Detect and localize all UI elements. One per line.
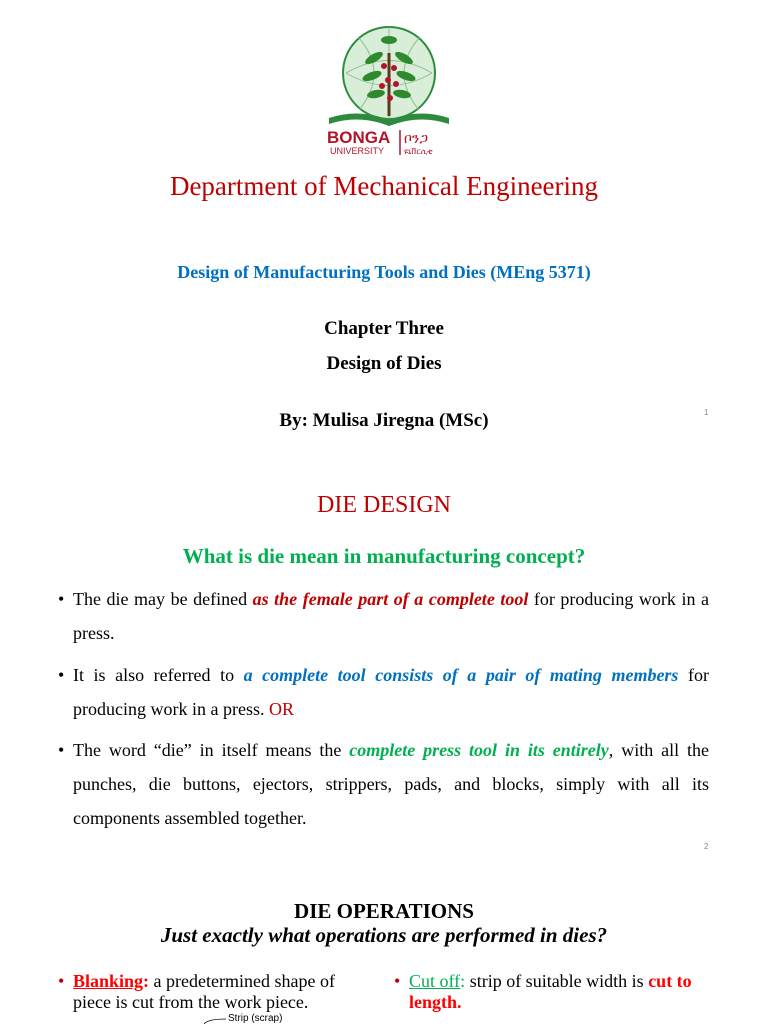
bullet-text: for producing work in a press. <box>73 665 709 719</box>
bullet-emphasis: a complete tool consists of a pair of mating members <box>243 665 679 685</box>
svg-text:ቦንጋ: ቦንጋ <box>404 131 428 147</box>
die-operations-title: DIE OPERATIONS <box>294 899 474 923</box>
bullet-item-1 <box>58 582 709 650</box>
bullet-text: The die may be defined <box>73 589 253 609</box>
chapter-title: Design of Dies <box>326 353 442 374</box>
blanking-term: Blanking <box>73 971 144 991</box>
course-title: Design of Manufacturing Tools and Dies (MEng 5371) <box>177 262 591 282</box>
or-label: OR <box>268 699 294 719</box>
bullet-emphasis: complete press tool in its entirely <box>349 740 609 760</box>
blanking-text: a predetermined shape of piece is cut from the work piece. <box>73 971 335 1012</box>
bullet-text: The word “die” in itself means the <box>73 740 350 760</box>
cut-off-highlight: cut to length. <box>409 971 692 1012</box>
bullet-marker: • <box>394 971 401 991</box>
die-design-title: DIE DESIGN <box>317 492 451 518</box>
cut-off-item <box>394 971 704 1013</box>
bullet-text: It is also referred to <box>73 665 244 685</box>
svg-text:ዩኒቨርሲቲ: ዩኒቨርሲቲ <box>404 147 433 156</box>
svg-text:BONGA: BONGA <box>327 128 391 147</box>
bullet-marker: • <box>58 971 65 991</box>
strip-leader-line <box>200 1016 228 1024</box>
term-colon: : <box>143 971 150 991</box>
svg-text:UNIVERSITY: UNIVERSITY <box>330 146 385 156</box>
strip-figure-label: Strip (scrap) <box>228 1013 283 1024</box>
cut-off-text: strip of suitable width is <box>465 971 649 991</box>
cut-off-term: Cut off <box>409 971 461 991</box>
blanking-item <box>58 971 358 1013</box>
page-number-1: 1 <box>704 408 709 417</box>
bullet-text: for producing work in a press. <box>73 589 709 643</box>
bullet-emphasis: as the female part of a complete tool <box>252 589 529 609</box>
bonga-university-logo <box>324 18 454 158</box>
chapter-label: Chapter Three <box>324 318 444 339</box>
bullet-marker: • <box>58 589 65 609</box>
die-question: What is die mean in manufacturing concept? <box>182 544 586 568</box>
bullet-item-2 <box>58 658 709 726</box>
die-operations-subtitle: Just exactly what operations are performed in dies? <box>160 923 608 947</box>
bullet-text: , with all the punches, die buttons, ejectors, strippers, pads, and blocks, simply with all its components assembled together. <box>73 740 710 828</box>
bullet-marker: • <box>58 740 65 760</box>
page-number-2: 2 <box>704 842 709 851</box>
bullet-item-3 <box>58 733 709 835</box>
bullet-marker: • <box>58 665 65 685</box>
department-title: Department of Mechanical Engineering <box>169 171 599 201</box>
term-colon: : <box>460 971 466 991</box>
author-line: By: Mulisa Jiregna (MSc) <box>279 410 489 431</box>
